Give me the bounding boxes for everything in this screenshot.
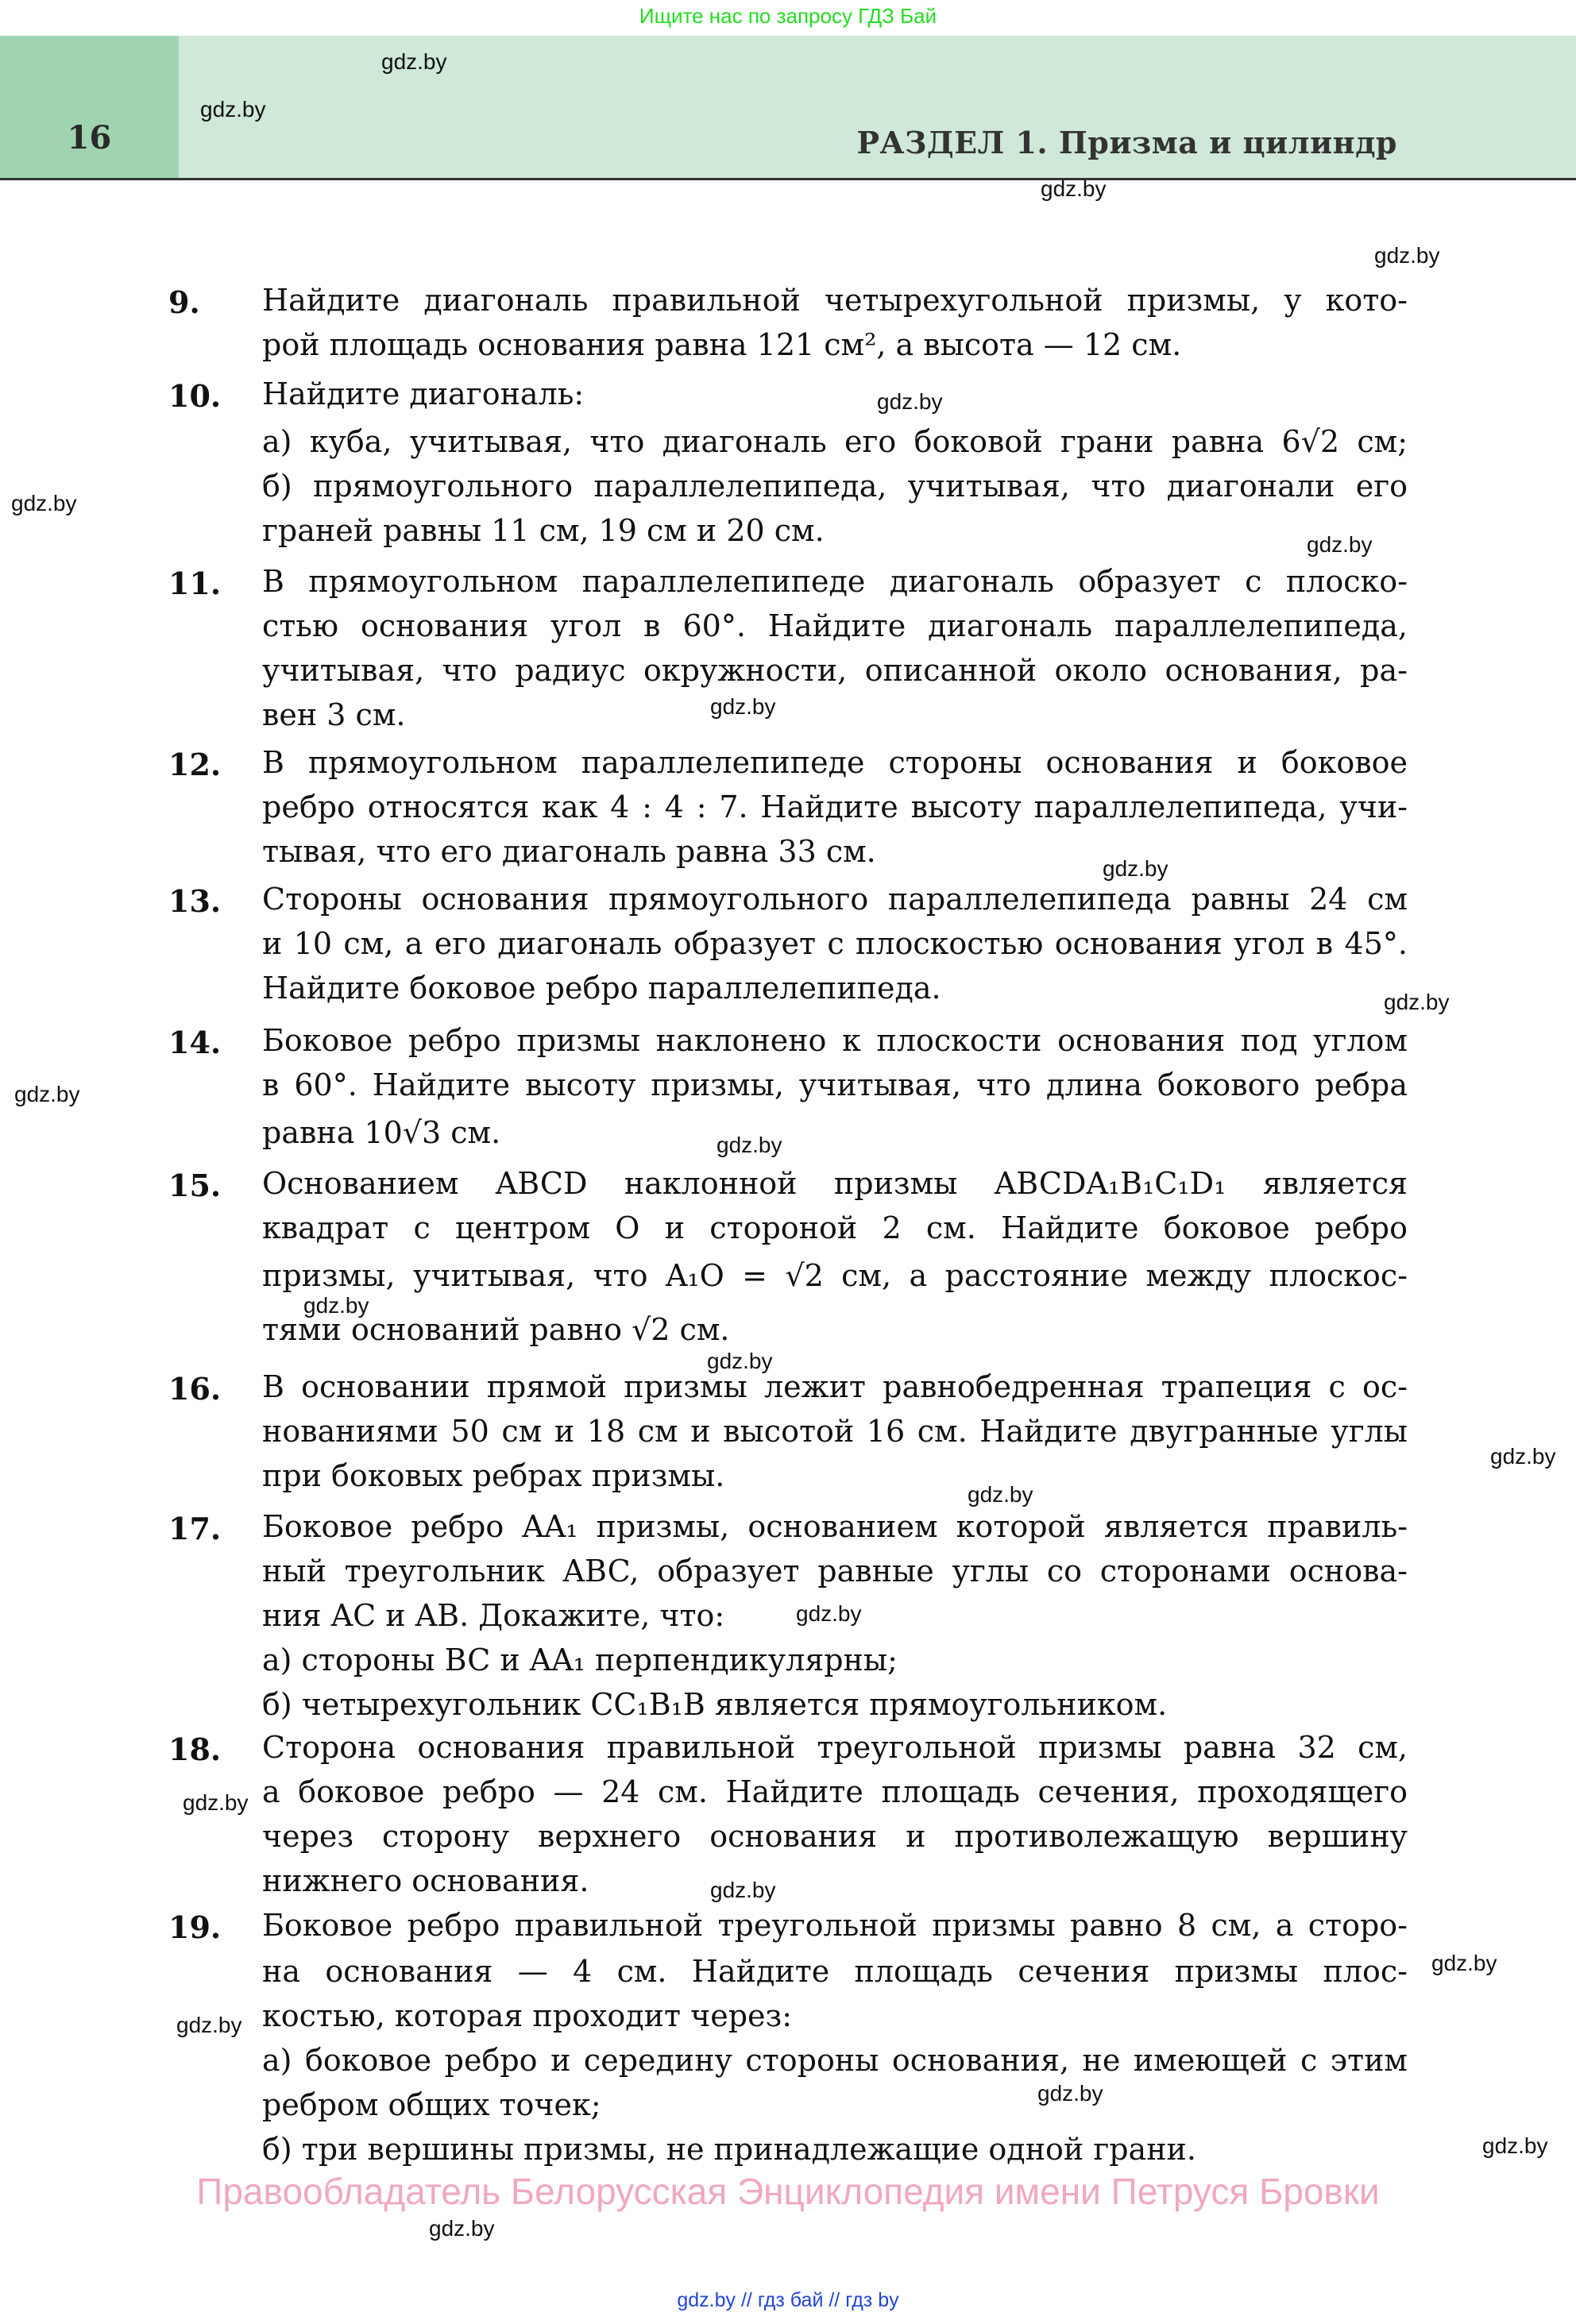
watermark: gdz.by <box>1431 1951 1497 1975</box>
problem-line: ребром общих точек; <box>262 2087 601 2122</box>
problem-line: б) три вершины призмы, не принадлежащие одной грани. <box>262 2132 1196 2167</box>
problem-number: 15. <box>168 1168 222 1203</box>
problem-line: ребро относятся как 4 : 4 : 7. Найдите высоту параллелепипеда, учи- <box>262 789 1408 824</box>
search-banner: Ищите нас по запросу ГДЗ Бай <box>639 4 937 28</box>
problem-line: стью основания угол в 60°. Найдите диагональ параллелепипеда, <box>262 608 1408 643</box>
problem-line: нижнего основания. <box>262 1863 589 1898</box>
section-title: РАЗДЕЛ 1. Призма и цилиндр <box>856 125 1397 160</box>
footer-links[interactable]: gdz.by // гдз бай // гдз by <box>677 2289 899 2311</box>
problem-line: граней равны 11 см, 19 см и 20 см. <box>262 513 825 548</box>
problem-line: при боковых ребрах призмы. <box>262 1458 725 1493</box>
watermark: gdz.by <box>717 1133 782 1157</box>
watermark: gdz.by <box>1384 990 1450 1014</box>
problem-number: 11. <box>168 566 222 601</box>
watermark: gdz.by <box>1374 243 1440 268</box>
problem-number: 12. <box>168 747 222 782</box>
watermark: gdz.by <box>14 1082 80 1106</box>
problem-number: 10. <box>168 378 222 414</box>
watermark: gdz.by <box>796 1601 862 1626</box>
problem-line: Основанием ABCD наклонной призмы ABCDA₁B₁C₁D₁ является <box>262 1166 1408 1201</box>
problem-line: тывая, что его диагональ равна 33 см. <box>262 834 876 869</box>
problem-line: б) прямоугольного параллелепипеда, учитывая, что диагонали его <box>262 469 1408 504</box>
watermark: gdz.by <box>303 1293 369 1318</box>
problem-line: Найдите диагональ правильной четырехугольной призмы, у кото- <box>262 283 1408 318</box>
watermark: gdz.by <box>1037 2081 1103 2106</box>
problem-line: равна 10√3 см. <box>262 1115 501 1150</box>
page-number-tab <box>0 36 179 179</box>
problem-number: 16. <box>168 1371 222 1407</box>
problem-line: В прямоугольном параллелепипеде стороны основания и боковое <box>262 745 1408 780</box>
problem-number: 14. <box>168 1025 222 1060</box>
problem-line: а) стороны BC и AA₁ перпендикулярны; <box>262 1643 898 1677</box>
watermark: gdz.by <box>183 1790 249 1815</box>
problem-line: вен 3 см. <box>262 697 406 732</box>
problem-line: Стороны основания прямоугольного параллелепипеда равны 24 см <box>262 882 1408 917</box>
watermark: gdz.by <box>200 97 266 122</box>
problem-line: Боковое ребро AA₁ призмы, основанием которой является правиль- <box>262 1509 1408 1544</box>
problem-line: б) четырехугольник CC₁B₁B является прямоугольником. <box>262 1687 1168 1722</box>
watermark: gdz.by <box>1482 2133 1548 2158</box>
watermark: gdz.by <box>710 1878 776 1902</box>
watermark: gdz.by <box>1103 856 1168 881</box>
problem-line: через сторону верхнего основания и противолежащую вершину <box>262 1819 1408 1854</box>
problem-line: Найдите боковое ребро параллелепипеда. <box>262 971 941 1006</box>
watermark: gdz.by <box>1041 176 1107 201</box>
problem-line: в 60°. Найдите высоту призмы, учитывая, что длина бокового ребра <box>262 1067 1408 1102</box>
problem-line: и 10 см, а его диагональ образует с плоскостью основания угол в 45°. <box>262 926 1408 961</box>
problem-line: В основании прямой призмы лежит равнобедренная трапеция с ос- <box>262 1369 1408 1404</box>
problem-line: а боковое ребро — 24 см. Найдите площадь сечения, проходящего <box>262 1774 1408 1809</box>
problem-line: учитывая, что радиус окружности, описанной около основания, ра- <box>262 653 1408 688</box>
problem-line: Боковое ребро правильной треугольной призмы равно 8 см, а сторо- <box>262 1908 1408 1943</box>
problem-line: Найдите диагональ: <box>262 376 585 411</box>
watermark: gdz.by <box>429 2216 495 2241</box>
problem-line: призмы, учитывая, что A₁O = √2 см, а расстояние между плоскос- <box>262 1258 1408 1293</box>
watermark: gdz.by <box>707 1349 773 1373</box>
watermark: gdz.by <box>1307 532 1373 557</box>
problem-number: 19. <box>168 1909 222 1945</box>
watermark: gdz.by <box>968 1482 1033 1507</box>
problem-line: квадрат с центром O и стороной 2 см. Найдите боковое ребро <box>262 1210 1408 1245</box>
problem-line: а) куба, учитывая, что диагональ его боковой грани равна 6√2 см; <box>262 424 1408 459</box>
problem-line: на основания — 4 см. Найдите площадь сечения призмы плос- <box>262 1954 1408 1989</box>
problem-line: ния AC и AB. Докажите, что: <box>262 1598 725 1633</box>
watermark: gdz.by <box>11 491 77 515</box>
watermark: gdz.by <box>381 49 447 74</box>
copyright-notice: Правообладатель Белорусская Энциклопедия имени Петруся Бровки <box>196 2171 1380 2212</box>
problem-line: а) боковое ребро и середину стороны основания, не имеющей с этим <box>262 2043 1408 2078</box>
watermark: gdz.by <box>710 694 776 719</box>
problem-line: В прямоугольном параллелепипеде диагональ образует с плоско- <box>262 564 1408 599</box>
problem-number: 13. <box>168 883 222 919</box>
problem-line: нованиями 50 см и 18 см и высотой 16 см. Найдите двугранные углы <box>262 1414 1408 1449</box>
watermark: gdz.by <box>176 2013 242 2037</box>
problem-line: тями оснований равно √2 см. <box>262 1312 730 1347</box>
watermark: gdz.by <box>1490 1444 1556 1469</box>
problem-line: ный треугольник ABC, образует равные углы со сторонами основа- <box>262 1554 1408 1589</box>
problem-number: 9. <box>168 284 200 320</box>
problem-line: костью, которая проходит через: <box>262 1998 793 2033</box>
problem-line: Сторона основания правильной треугольной призмы равна 32 см, <box>262 1730 1408 1765</box>
problem-line: рой площадь основания равна 121 см², а высота — 12 см. <box>262 327 1182 362</box>
page-number: 16 <box>67 119 112 156</box>
problem-number: 18. <box>168 1731 222 1767</box>
watermark: gdz.by <box>877 389 943 414</box>
problem-line: Боковое ребро призмы наклонено к плоскости основания под углом <box>262 1023 1408 1058</box>
problem-number: 17. <box>168 1511 222 1546</box>
header-divider <box>0 178 1576 180</box>
